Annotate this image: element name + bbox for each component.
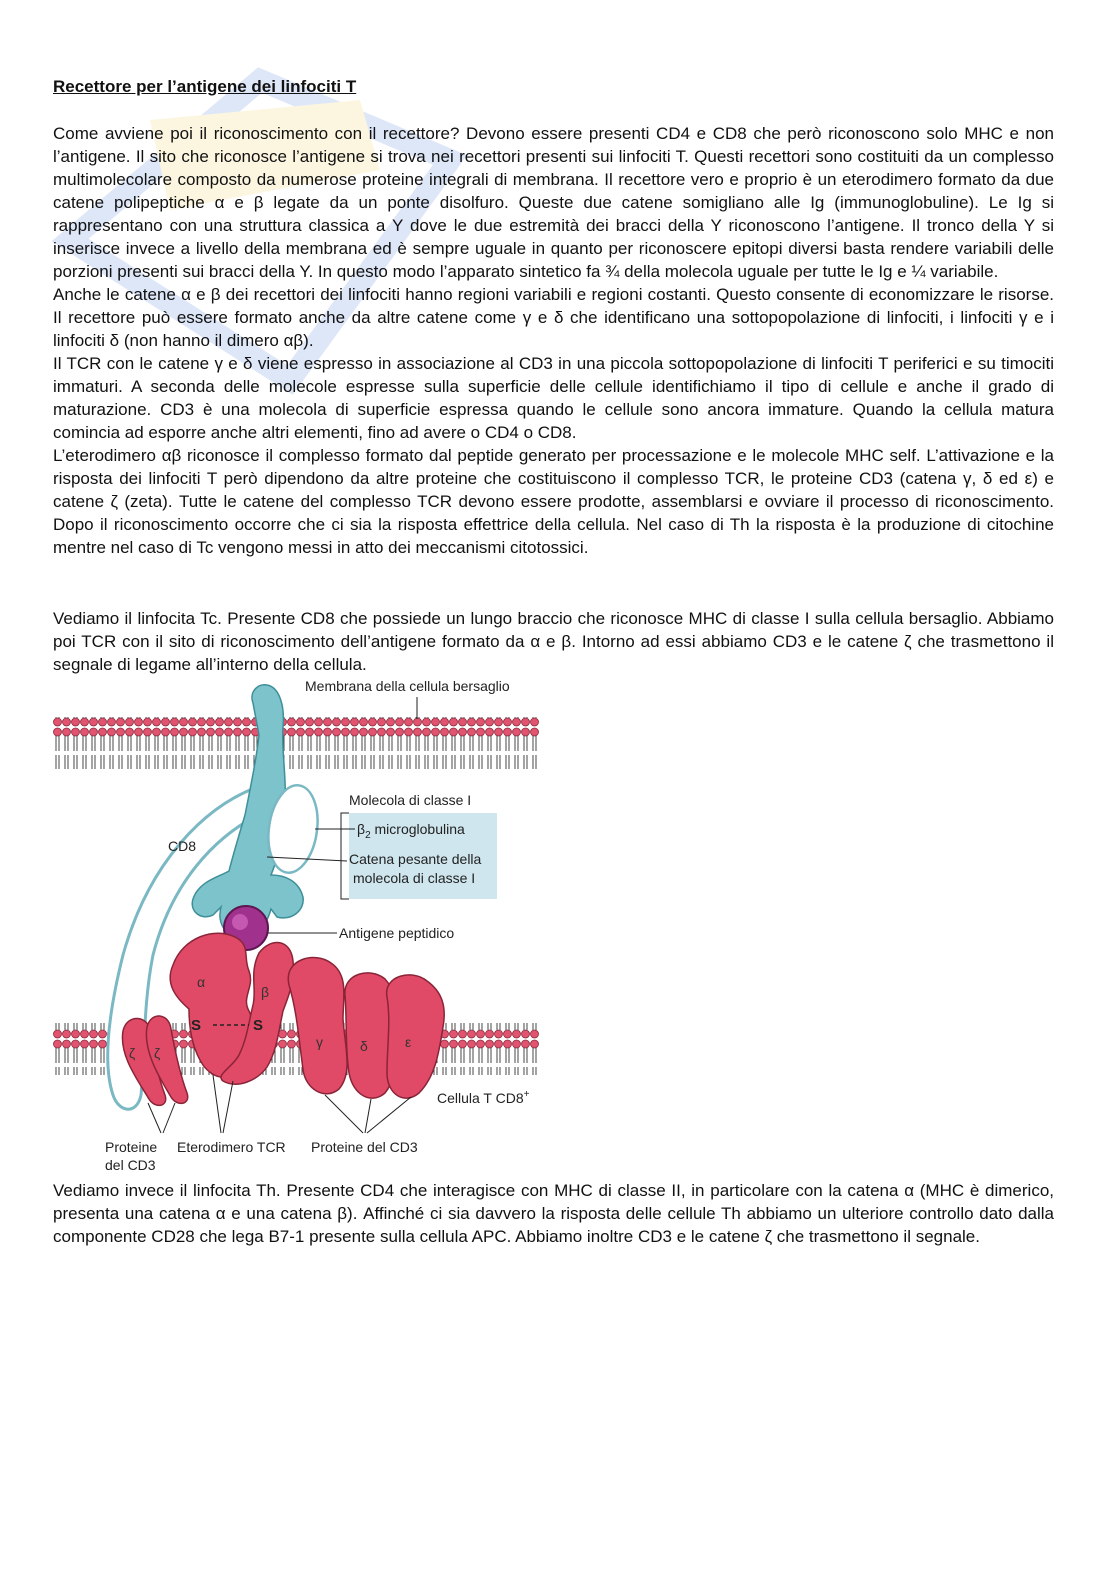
label-tcr-heterodimer: Eterodimero TCR	[177, 1139, 286, 1155]
label-class-i-molecule: Molecola di classe I	[349, 792, 472, 808]
page-title: Recettore per l’antigene dei linfociti T	[53, 77, 357, 96]
label-s-right: S	[253, 1017, 264, 1034]
label-cd8: CD8	[168, 838, 197, 854]
label-epsilon: ε	[405, 1034, 412, 1050]
leader-zeta-2	[163, 1103, 175, 1133]
paragraph-alpha-beta-regions: Anche le catene α e β dei recettori dei linfociti hanno regioni variabili e regioni costanti. Questo consente di economizzare le risorse. Il recettore può essere formato anche da altre catene come γ e δ che identificano una sottopopolazione di linfociti, i linfociti γ e i linfociti δ (non hanno il dimero αβ).	[53, 285, 1054, 350]
leader-cd3-gamma	[325, 1095, 363, 1133]
label-gamma: γ	[316, 1034, 323, 1050]
label-cd3-proteins-left-1: Proteine	[105, 1139, 158, 1155]
label-alpha: α	[197, 974, 206, 990]
paragraph-th-lymphocyte: Vediamo invece il linfocita Th. Presente CD4 che interagisce con MHC di classe II, in particolare con la catena α (MHC è dimerico, presenta una catena α e una catena β). Affinché ci sia davvero la risposta delle cellule Th abbiamo un ulteriore controllo dato dalla componente CD28 che lega B7-1 presente sulla cellula APC. Abbiamo inoltre CD3 e le catene ζ che trasmettono il segnale.	[53, 1181, 1054, 1246]
cd3-epsilon-chain	[387, 975, 445, 1098]
label-b2-microglobulin: $\beta_2$ microglobulina	[357, 821, 465, 841]
paragraph-gamma-delta-tcr: Il TCR con le catene γ e δ viene espresso in associazione al CD3 in una piccola sottopopolazione di linfociti T periferici e su timociti immaturi. A seconda delle molecole espresse sulla superficie delle cellule identifichiamo il tipo di cellule e anche il grado di maturazione. CD3 è una molecola di superficie espressa quando le cellule sono ancora immature. Quando la cellula matura comincia ad esporre anche altri elementi, fino ad avere o CD4 o CD8.	[53, 354, 1054, 442]
label-cd3-proteins-right: Proteine del CD3	[311, 1139, 418, 1155]
tc-section	[53, 607, 1054, 676]
tcr-cd8-figure	[53, 675, 553, 1175]
label-s-left: S	[191, 1017, 202, 1034]
label-antigen: Antigene peptidico	[339, 925, 455, 941]
paragraph-tcr-overview: Come avviene poi il riconoscimento con il recettore? Devono essere presenti CD4 e CD8 che però riconoscono solo MHC e non l’antigene. Il sito che riconosce l’antigene si trova nei recettori presenti sui linfociti T. Questi recettori sono costituiti da un complesso multimolecolare composto da numerose proteine integrali di membrana. Il recettore vero e proprio è un eterodimero formato da due catene polipeptiche α e β legate da un ponte disolfuro. Queste due catene somigliano alle Ig (immunoglobuline). Le Ig si rappresentano con una struttura classica a Y dove le due estremità dei bracci della Y riconoscono l’antigene. Il tronco della Y si inserisce invece a livello della membrana ed è sempre uguale in quanto per riconoscere epitopi diversi basta rendere variabili delle porzioni presenti sui bracci della Y. In questo modo l’apparato sintetico fa ¾ della molecola uguale per tutte le Ig e ¼ variabile.	[53, 124, 1054, 281]
antigen-highlight	[232, 914, 248, 930]
bracket-class-i	[341, 813, 349, 899]
leader-zeta-1	[148, 1103, 161, 1133]
label-zeta-2: ζ	[154, 1045, 161, 1061]
leader-cd3-delta	[365, 1099, 371, 1133]
paragraph-tc-lymphocyte: Vediamo il linfocita Tc. Presente CD8 che possiede un lungo braccio che riconosce MHC di classe I sulla cellula bersaglio. Abbiamo poi TCR con il sito di riconoscimento dell’antigene formato da α e β. Intorno ad essi abbiamo CD3 e le catene ζ che trasmettono il segnale di legame all’interno della cellula.	[53, 609, 1054, 674]
label-cell-t-cd8: Cellula T CD8+	[437, 1089, 530, 1106]
leader-cd3-epsilon	[367, 1097, 411, 1133]
paragraph-tcr-complex: L’eterodimero αβ riconosce il complesso formato dal peptide generato per processazione e le molecole MHC self. L’attivazione e la risposta dei linfociti T però dipendono da altre proteine che costituiscono il complesso TCR, le proteine CD3 (catena γ, δ ed ε) e catene ζ (zeta). Tutte le catene del complesso TCR devono essere prodotte, assemblarsi e ovviare il processo di riconoscimento. Dopo il riconoscimento occorre che ci sia la risposta effettrice della cellula. Nel caso di Th la risposta è la produzione di citochine mentre nel caso di Tc vengono messi in atto dei meccanismi citotossici.	[53, 446, 1054, 557]
th-section	[53, 1179, 1054, 1248]
intro-text	[53, 122, 1054, 559]
label-target-membrane: Membrana della cellula bersaglio	[305, 678, 510, 694]
leader-tcr-alpha	[213, 1075, 221, 1133]
label-zeta-1: ζ	[129, 1045, 136, 1061]
tcr-diagram	[53, 675, 553, 1175]
label-heavy-chain-1: Catena pesante della	[349, 851, 482, 867]
target-cell-membrane	[53, 717, 539, 769]
leader-tcr-beta	[223, 1081, 233, 1133]
label-heavy-chain-2: molecola di classe I	[353, 870, 476, 886]
label-cd3-proteins-left-2: del CD3	[105, 1157, 156, 1173]
label-delta: δ	[360, 1038, 368, 1054]
label-beta: β	[261, 984, 270, 1000]
